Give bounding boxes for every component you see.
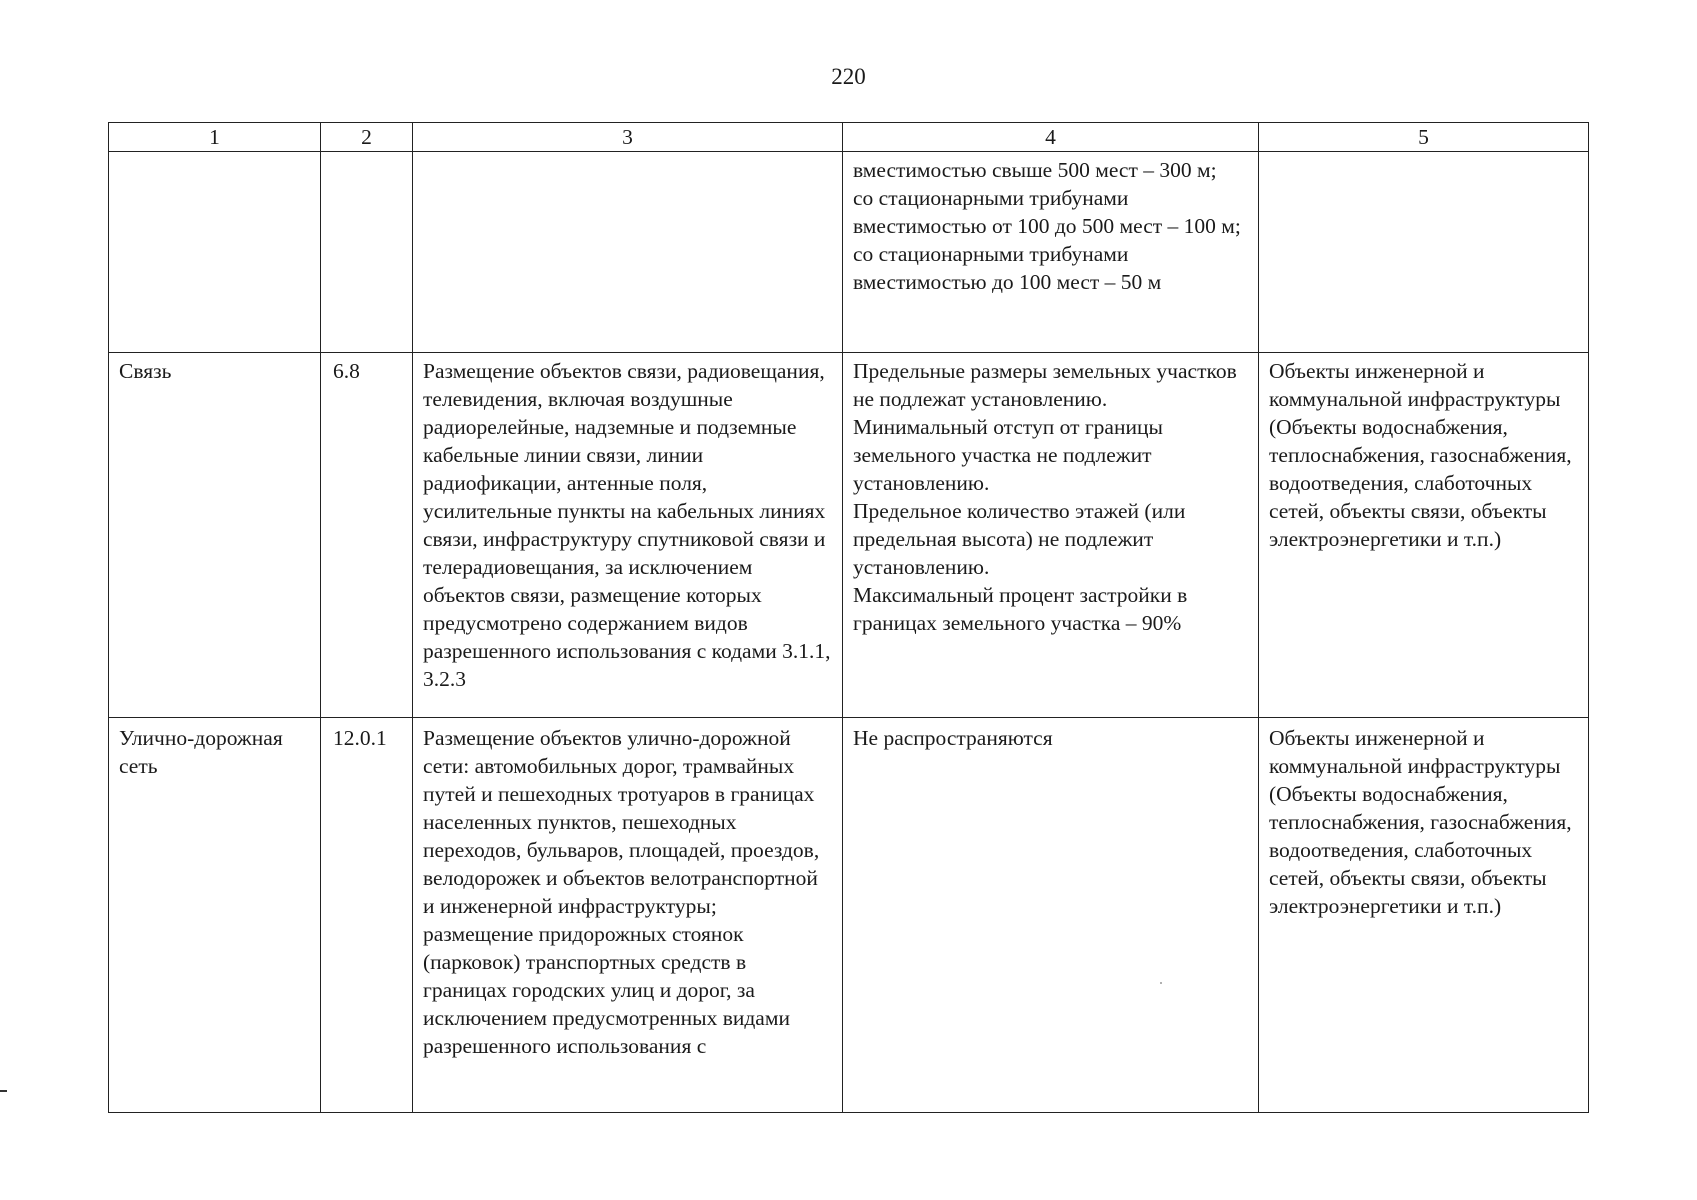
auxiliary-uses-cell [1259,152,1589,353]
use-description-cell: Размещение объектов связи, радиовещания, телевидения, включая воздушные радиорелейные, надземные и подземные кабельные линии связи, линии радиофикации, антенные поля, усилительные пункты на кабельных линиях связи, инфраструктуру спутниковой связи и телерадиовещания, за исключением объектов связи, размещение которых предусмотрено содержанием видов разрешенного использования с кодами 3.1.1, 3.2.3 [413,353,843,718]
column-header-3: 3 [413,123,843,152]
parameters-cell: Предельные размеры земельных участков не подлежат установлению. Минимальный отступ от границы земельного участка не подлежит установлению. Предельное количество этажей (или предельная высота) не подлежит установлению. Максимальный процент застройки в границах земельного участка – 90% [843,353,1259,718]
auxiliary-uses-cell: Объекты инженерной и коммунальной инфраструктуры (Объекты водоснабжения, теплоснабжения, газоснабжения, водоотведения, слаботочных сетей, объекты связи, объекты электроэнергетики и т.п.) [1259,718,1589,1113]
scan-speck [1160,982,1162,984]
zoning-table [108,122,1589,1113]
table-row [109,353,1589,718]
parameters-cell: Не распространяются [843,718,1259,1113]
use-name-cell: Связь [109,353,321,718]
table-row [109,718,1589,1113]
column-header-4: 4 [843,123,1259,152]
page-number: 220 [831,64,866,89]
use-name-cell [109,152,321,353]
auxiliary-uses-cell: Объекты инженерной и коммунальной инфраструктуры (Объекты водоснабжения, теплоснабжения, газоснабжения, водоотведения, слаботочных сетей, объекты связи, объекты электроэнергетики и т.п.) [1259,353,1589,718]
use-name-cell: Улично-дорожная сеть [109,718,321,1113]
column-header-1: 1 [109,123,321,152]
table-row [109,152,1589,353]
use-code-cell: 6.8 [321,353,413,718]
column-header-5: 5 [1259,123,1589,152]
use-code-cell [321,152,413,353]
use-description-cell [413,152,843,353]
use-description-cell: Размещение объектов улично-дорожной сети: автомобильных дорог, трамвайных путей и пешеходных тротуаров в границах населенных пунктов, пешеходных переходов, бульваров, площадей, проездов, велодорожек и объектов велотранспортной и инженерной инфраструктуры; размещение придорожных стоянок (парковок) транспортных средств в границах городских улиц и дорог, за исключением предусмотренных видами разрешенного использования с [413,718,843,1113]
column-header-2: 2 [321,123,413,152]
scan-edge-mark [0,1090,7,1092]
use-code-cell: 12.0.1 [321,718,413,1113]
table-header [109,123,1589,152]
parameters-cell: вместимостью свыше 500 мест – 300 м; со стационарными трибунами вместимостью от 100 до 500 мест – 100 м; со стационарными трибунами вместимостью до 100 мест – 50 м [843,152,1259,353]
